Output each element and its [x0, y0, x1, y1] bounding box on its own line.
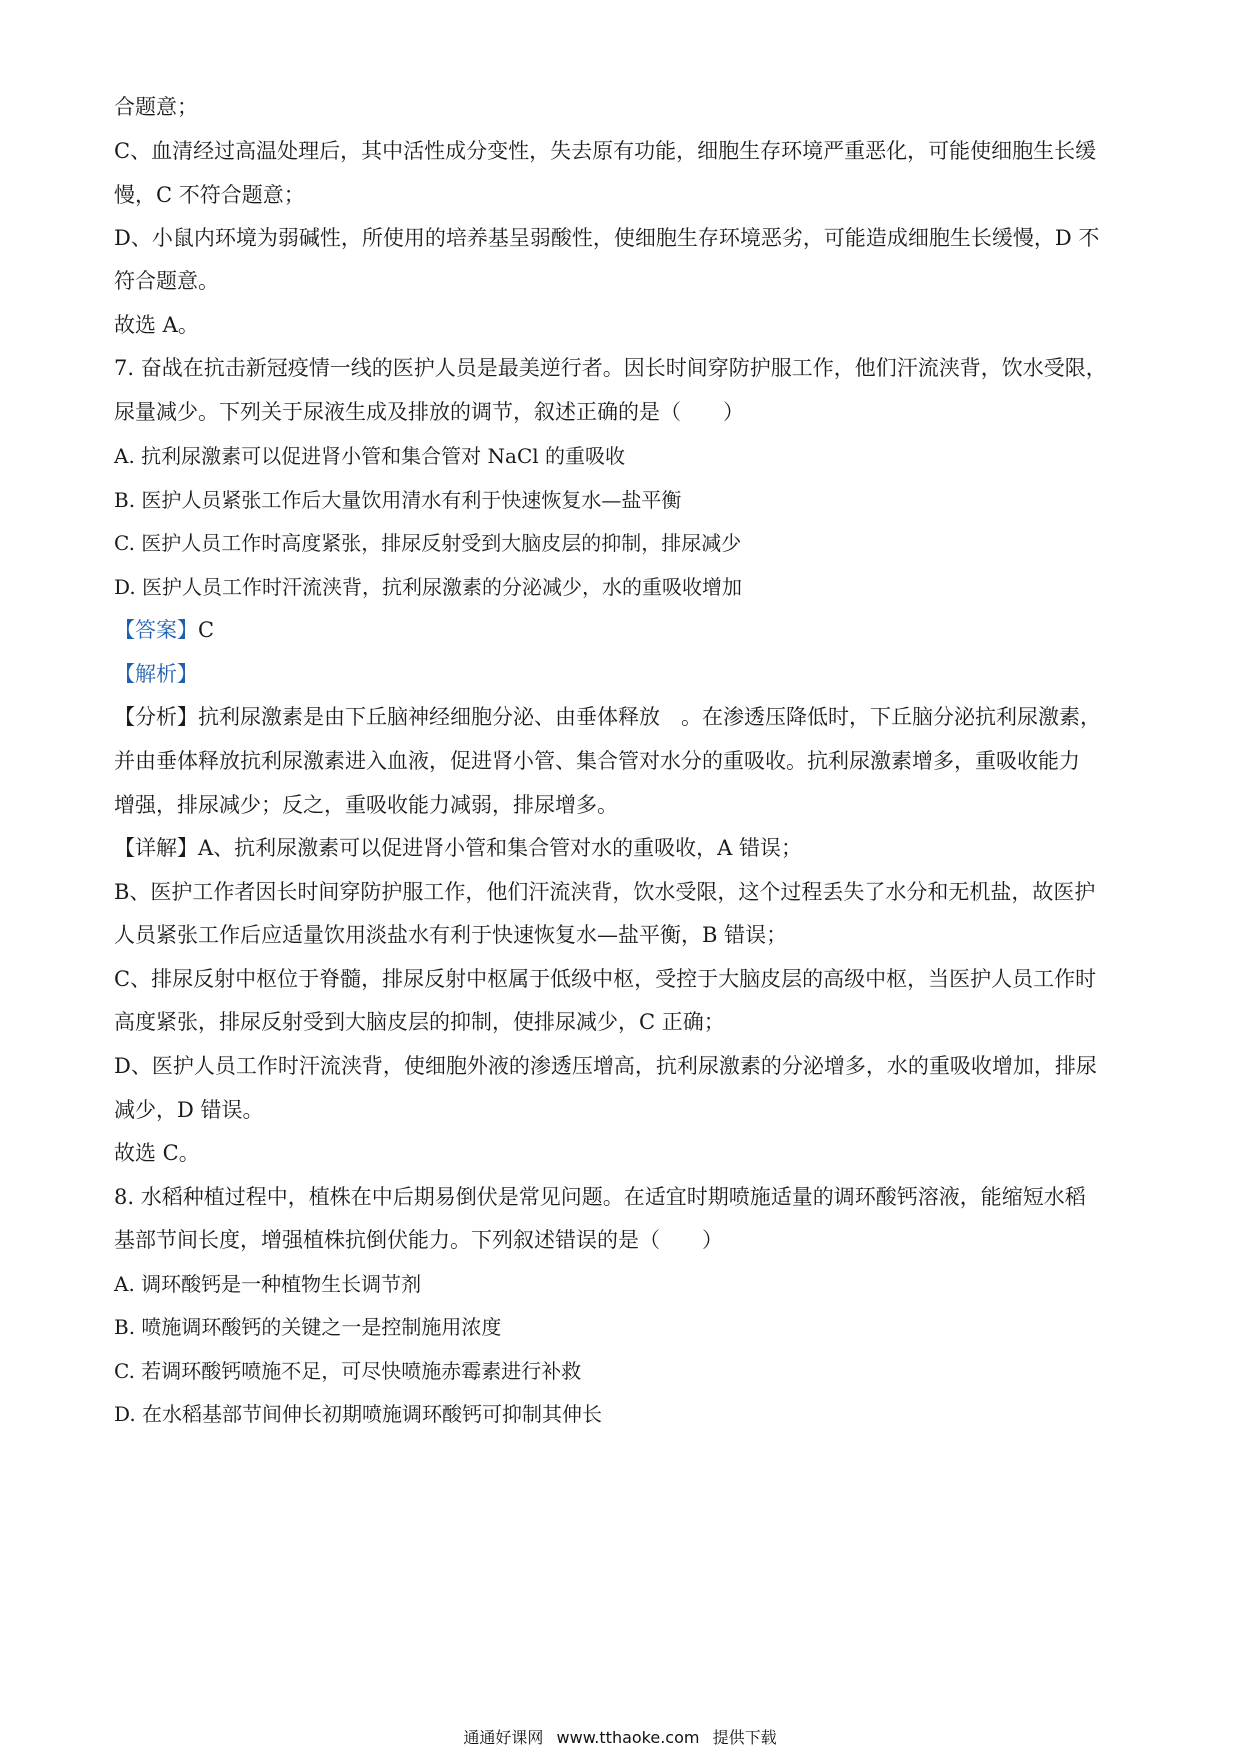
- question-7-answer: [114, 616, 214, 644]
- question-7-explain-b: B、医护工作者因长时间穿防护服工作，他们汗流浃背，饮水受限，这个过程丢失了水分和无机盐，故医护: [114, 880, 1096, 904]
- question-7-explain-c: C、排尿反射中枢位于脊髓，排尿反射中枢属于低级中枢，受控于大脑皮层的高级中枢，当医护人员工作时: [114, 967, 1097, 991]
- question-8-option-d: D. 在水稻基部节间伸长初期喷施调环酸钙可抑制其伸长: [114, 1402, 603, 1426]
- prev-answer-conclusion: 故选 A。: [114, 313, 199, 337]
- question-7-xiangjie: [114, 834, 802, 862]
- answer-label: 【答案】: [114, 618, 198, 642]
- question-7-fenxi-cont-2: 增强，排尿减少；反之，重吸收能力减弱，排尿增多。: [114, 793, 618, 817]
- question-8-stem-cont: 基部节间长度，增强植株抗倒伏能力。下列叙述错误的是（ ）: [114, 1228, 723, 1252]
- question-7-option-d: D. 医护人员工作时汗流浃背，抗利尿激素的分泌减少，水的重吸收增加: [114, 575, 743, 599]
- question-8-stem: 8. 水稻种植过程中，植株在中后期易倒伏是常见问题。在适宜时期喷施适量的调环酸钙溶液，能缩短水稻: [114, 1185, 1086, 1209]
- question-7-fenxi-cont-1: 并由垂体释放抗利尿激素进入血液，促进肾小管、集合管对水分的重吸收。抗利尿激素增多，重吸收能力: [114, 749, 1080, 773]
- question-8-option-b: B. 喷施调环酸钙的关键之一是控制施用浓度: [114, 1315, 502, 1339]
- question-7-option-b: B. 医护人员紧张工作后大量饮用清水有利于快速恢复水—盐平衡: [114, 488, 682, 512]
- question-7-option-c: C. 医护人员工作时高度紧张，排尿反射受到大脑皮层的抑制，排尿减少: [114, 531, 742, 555]
- question-7-conclusion: 故选 C。: [114, 1141, 200, 1165]
- prev-answer-option-d-cont: 符合题意。: [114, 269, 219, 293]
- question-7-analysis-heading: [114, 660, 198, 688]
- question-7-explain-b-cont: 人员紧张工作后应适量饮用淡盐水有利于快速恢复水—盐平衡，B 错误；: [114, 923, 788, 947]
- question-8-option-c: C. 若调环酸钙喷施不足，可尽快喷施赤霉素进行补救: [114, 1359, 582, 1383]
- question-7-stem-cont: 尿量减少。下列关于尿液生成及排放的调节，叙述正确的是（ ）: [114, 400, 744, 424]
- page-footer: [0, 1728, 1240, 1748]
- answer-value: C: [198, 618, 215, 642]
- question-7-stem: 7. 奋战在抗击新冠疫情一线的医护人员是最美逆行者。因长时间穿防护服工作，他们汗流浃背，饮水受限，: [114, 356, 1107, 380]
- footer-site-name: 通通好课网: [463, 1728, 544, 1747]
- prev-answer-option-c: C、血清经过高温处理后，其中活性成分变性，失去原有功能，细胞生存环境严重恶化，可能使细胞生长缓: [114, 139, 1097, 163]
- fenxi-label: 【分析】: [114, 705, 198, 729]
- question-8-option-a: A. 调环酸钙是一种植物生长调节剂: [114, 1272, 422, 1296]
- xiangjie-text: A、抗利尿激素可以促进肾小管和集合管对水的重吸收，A 错误；: [198, 836, 803, 860]
- fenxi-text: 抗利尿激素是由下丘脑神经细胞分泌、由垂体释放 。在渗透压降低时，下丘脑分泌抗利尿激素，: [198, 705, 1101, 729]
- question-7-fenxi: [114, 703, 1101, 731]
- question-7-explain-d-cont: 减少，D 错误。: [114, 1098, 264, 1122]
- question-7-explain-c-cont: 高度紧张，排尿反射受到大脑皮层的抑制，使排尿减少，C 正确；: [114, 1010, 725, 1034]
- footer-suffix: 提供下载: [712, 1728, 777, 1747]
- xiangjie-label: 【详解】: [114, 836, 198, 860]
- footer-url[interactable]: www.tthaoke.com: [556, 1728, 700, 1747]
- analysis-label: 【解析】: [114, 662, 198, 686]
- prev-answer-option-d: D、小鼠内环境为弱碱性，所使用的培养基呈弱酸性，使细胞生存环境恶劣，可能造成细胞生长缓慢，D 不: [114, 226, 1100, 250]
- prev-answer-line: 合题意；: [114, 95, 198, 119]
- prev-answer-option-c-cont: 慢，C 不符合题意；: [114, 183, 305, 207]
- question-7-explain-d: D、医护人员工作时汗流浃背，使细胞外液的渗透压增高，抗利尿激素的分泌增多，水的重吸收增加，排尿: [114, 1054, 1097, 1078]
- question-7-option-a: A. 抗利尿激素可以促进肾小管和集合管对 NaCl 的重吸收: [114, 444, 625, 468]
